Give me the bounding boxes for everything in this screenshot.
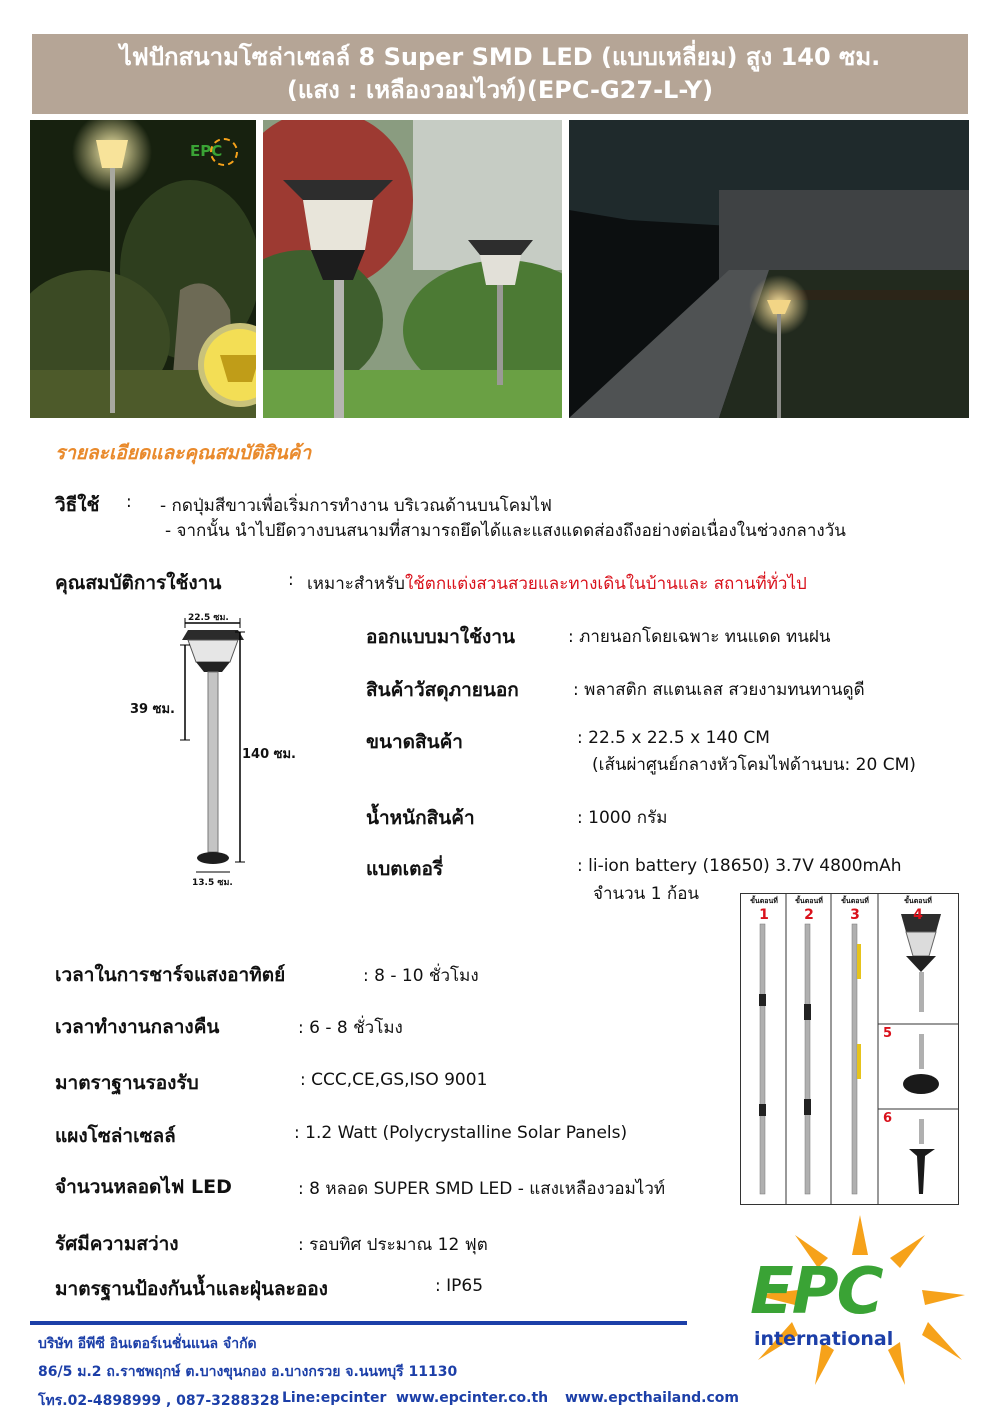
spec2-value-radius: : รอบทิศ ประมาณ 12 ฟุต — [298, 1235, 488, 1255]
spec2-label-led: จำนวนหลอดไฟ LED — [55, 1176, 232, 1198]
lamp-day-illustration — [263, 120, 562, 418]
spec2-label-ip: มาตรฐานป้องกันน้ำและฝุ่นละออง — [55, 1278, 328, 1300]
product-photo-night-garden — [30, 120, 256, 418]
step-2-caption — [788, 896, 830, 923]
step-4-caption — [880, 896, 956, 923]
spec-value-size-note: (เส้นผ่าศูนย์กลางหัวโคมไฟด้านบน: 20 CM) — [592, 755, 916, 775]
footer-line-id[interactable]: Line:epcinter — [282, 1390, 387, 1406]
title-banner — [32, 34, 968, 114]
step-word: ขั้นตอนที่ — [841, 897, 869, 905]
epc-logo-small: EPC — [190, 142, 223, 160]
spec2-label-radius: รัศมีความสว่าง — [55, 1233, 179, 1255]
footer-address: 86/5 ม.2 ถ.ราชพฤกษ์ ต.บางขุนกอง อ.บางกรวย จ.นนทบุรี 11130 — [38, 1364, 458, 1380]
epc-logo-subtext: international — [754, 1328, 894, 1350]
installation-steps-svg — [741, 894, 958, 1204]
step-word: ขั้นตอนที่ — [750, 897, 778, 905]
dim-top-width: 22.5 ซม. — [188, 613, 229, 623]
lamp-dimension-svg — [130, 610, 330, 890]
step-word: ขั้นตอนที่ — [795, 897, 823, 905]
spec-label-material: สินค้าวัสดุภายนอก — [366, 679, 519, 701]
spec2-label-standards: มาตราฐานรองรับ — [55, 1072, 199, 1094]
dim-base-width: 13.5 ซม. — [192, 878, 233, 888]
spec2-label-charge: เวลาในการชาร์จแสงอาทิตย์ — [55, 964, 286, 986]
page-title: ไฟปักสนามโซล่าเซลล์ 8 Super SMD LED (แบบเหลี่ยม) สูง 140 ซม. — [119, 43, 881, 71]
spec-label-size: ขนาดสินค้า — [366, 731, 463, 753]
epc-logo-text: EPC — [750, 1255, 882, 1329]
spec-label-design: ออกแบบมาใช้งาน — [366, 626, 515, 648]
features-text — [307, 570, 807, 597]
product-photo-day-garden — [263, 120, 562, 418]
spec2-label-solar: แผงโซล่าเซลล์ — [55, 1125, 176, 1147]
spec-value-material: : พลาสติก สแตนเลส สวยงามทนทานดูดี — [573, 680, 865, 700]
step-5-number: 5 — [883, 1026, 893, 1041]
usage-colon: : — [126, 492, 132, 512]
step-3-number: 3 — [850, 907, 860, 923]
step-2-number: 2 — [804, 907, 814, 923]
dim-head-height: 39 ซม. — [130, 702, 175, 717]
features-colon: : — [288, 570, 294, 590]
footer-website-2[interactable]: www.epcthailand.com — [565, 1390, 740, 1406]
features-label: คุณสมบัติการใช้งาน — [55, 572, 222, 594]
sun-icon — [210, 138, 238, 166]
epc-international-logo — [740, 1210, 980, 1395]
spec2-value-runtime: : 6 - 8 ชั่วโมง — [298, 1018, 403, 1038]
walkway-illustration — [569, 120, 969, 418]
features-prefix: เหมาะสำหรับ — [307, 574, 405, 594]
step-4-number: 4 — [913, 907, 923, 923]
spec2-value-led: : 8 หลอด SUPER SMD LED - แสงเหลืองวอมไวท์ — [298, 1179, 666, 1199]
spec-value-battery: : li-ion battery (18650) 3.7V 4800mAh — [577, 856, 902, 876]
footer-phone: โทร.02-4898999 , 087-3288328 — [38, 1393, 280, 1409]
spec2-label-runtime: เวลาทำงานกลางคืน — [55, 1016, 220, 1038]
step-3-caption — [833, 896, 877, 923]
installation-steps-diagram — [740, 893, 959, 1205]
spec2-value-standards: : CCC,CE,GS,ISO 9001 — [300, 1070, 488, 1090]
dim-total-height: 140 ซม. — [242, 747, 296, 762]
spec-label-weight: น้ำหนักสินค้า — [366, 807, 475, 829]
spec-value-battery-count: จำนวน 1 ก้อน — [593, 884, 700, 904]
section-heading: รายละเอียดและคุณสมบัติสินค้า — [55, 442, 312, 464]
spec-value-size: : 22.5 x 22.5 x 140 CM — [577, 728, 770, 748]
step-word: ขั้นตอนที่ — [904, 897, 932, 905]
usage-step-1: - กดปุ่มสีขาวเพื่อเริ่มการทำงาน บริเวณด้านบนโคมไฟ — [160, 496, 552, 516]
product-photo-walkway — [569, 120, 969, 418]
spec-value-design: : ภายนอกโดยเฉพาะ ทนแดด ทนฝน — [568, 627, 831, 647]
dimension-drawing — [130, 610, 330, 890]
usage-step-2: - จากนั้น นำไปยึดวางบนสนามที่สามารถยึดได้และแสงแดดส่องถึงอย่างต่อเนื่องในช่วงกลางวัน — [165, 521, 846, 541]
step-6-number: 6 — [883, 1111, 893, 1126]
spec-value-weight: : 1000 กรัม — [577, 808, 668, 828]
features-highlight: ใช้ตกแต่งสวนสวยและทางเดินในบ้านและ สถานที่ทั่วไป — [404, 574, 807, 594]
spec2-value-ip: : IP65 — [435, 1276, 484, 1296]
usage-label: วิธีใช้ — [55, 494, 100, 516]
footer-divider — [30, 1321, 687, 1325]
spec2-value-solar: : 1.2 Watt (Polycrystalline Solar Panels) — [294, 1123, 628, 1143]
page-subtitle: (แสง : เหลืองวอมไวท์)(EPC-G27-L-Y) — [286, 76, 714, 104]
step-1-number: 1 — [759, 907, 769, 923]
step-1-caption — [743, 896, 785, 923]
spec-label-battery: แบตเตอรี่ — [366, 858, 444, 880]
footer-website-1[interactable]: www.epcinter.co.th — [396, 1390, 549, 1406]
spec2-value-charge: : 8 - 10 ชั่วโมง — [363, 966, 479, 986]
footer-company: บริษัท อีพีซี อินเตอร์เนชั่นแนล จำกัด — [38, 1336, 257, 1352]
